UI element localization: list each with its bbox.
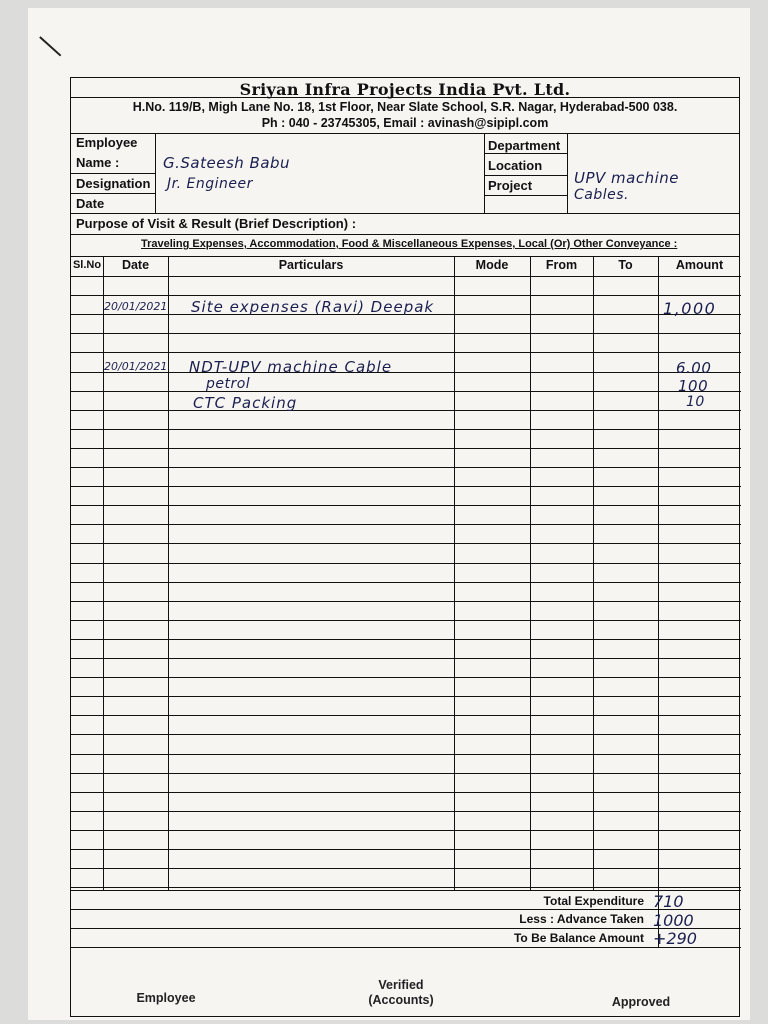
grid-line [71,868,741,869]
grid-line [71,582,741,583]
grid-line [71,811,741,812]
grid-line [71,658,741,659]
grid-line [71,677,741,678]
grid-line [71,715,741,716]
grid-line [71,391,741,392]
advance-taken-label: Less : Advance Taken [519,912,644,926]
entry-date[interactable]: 20/01/2021 [104,300,168,313]
grid-line [71,543,741,544]
grid-line [71,890,741,891]
accounts-label: (Accounts) [368,993,434,1007]
grid-line [71,486,741,487]
entry-amount[interactable]: 6.00 [676,359,712,377]
grid-line [658,256,659,947]
location-label: Location [488,158,543,173]
grid-line [71,429,741,430]
grid-line [71,448,741,449]
verified-label: Verified [378,978,424,992]
col-slno: Sl.No [72,259,102,271]
col-to: To [618,258,633,272]
grid-line [593,256,594,890]
grid-line [71,601,741,602]
col-amount: Amount [675,258,724,272]
grid-line [103,256,104,890]
grid-line [168,256,169,890]
entry-particulars[interactable]: Site expenses (Ravi) Deepak [191,298,435,316]
company-name: Sriyan Infra Projects India Pvt. Ltd. [239,80,571,99]
entry-particulars[interactable]: NDT-UPV machine Cable [189,358,393,376]
col-date: Date [121,258,150,272]
col-particulars: Particulars [278,258,344,272]
col-mode: Mode [475,258,509,272]
entry-date[interactable]: 20/01/2021 [104,360,168,373]
grid-line [71,505,741,506]
grid-line [71,333,741,334]
entry-amount[interactable]: 10 [686,394,705,410]
grid-line [71,524,741,525]
grid-line [71,947,741,948]
grid-line [71,792,741,793]
grid-line [71,754,741,755]
designation-label: Designation [76,176,151,191]
designation-value[interactable]: Jr. Engineer [167,176,253,192]
grid-line [71,887,741,888]
entry-amount[interactable]: 1,000 [663,299,717,318]
col-from: From [545,258,578,272]
department-label: Department [488,138,561,153]
total-expenditure-value[interactable]: 710 [653,892,684,911]
date-label: Date [76,196,105,211]
grid-line [71,773,741,774]
company-address: H.No. 119/B, Migh Lane No. 18, 1st Floor, Near Slate School, S.R. Nagar, Hyderabad-500 038. [132,100,678,114]
grid-line [71,410,741,411]
grid-line [71,467,741,468]
grid-line [71,909,741,910]
employee-signature-label: Employee [136,991,196,1005]
grid-line [71,352,741,353]
advance-taken-value[interactable]: 1000 [653,911,694,930]
grid-line [71,372,741,373]
grid-line [71,295,741,296]
project-value-line1[interactable]: UPV machine [574,169,680,187]
expense-heading: Traveling Expenses, Accommodation, Food & Miscellaneous Expenses, Local (Or) Other Conveyance : [141,238,678,250]
purpose-label: Purpose of Visit & Result (Brief Description) : [76,216,357,231]
name-label: Name : [76,155,120,170]
grid-line [71,696,741,697]
grid-line [71,276,741,277]
company-contact: Ph : 040 - 23745305, Email : avinash@sipipl.com [261,116,549,130]
grid-line [71,734,741,735]
entry-particulars[interactable]: petrol [206,376,251,392]
grid-line [71,563,741,564]
expense-form [70,77,740,1017]
grid-line [71,620,741,621]
entry-particulars[interactable]: CTC Packing [193,394,298,412]
grid-line [71,928,741,929]
project-label: Project [488,178,533,193]
project-value-line2[interactable]: Cables. [574,187,629,203]
approved-label: Approved [611,995,671,1009]
balance-amount-value[interactable]: +290 [653,929,697,948]
total-expenditure-label: Total Expenditure [543,894,644,908]
grid-line [454,256,455,890]
employee-name-value[interactable]: G.Sateesh Babu [163,154,291,172]
grid-line [71,639,741,640]
grid-line [530,256,531,890]
entry-amount[interactable]: 100 [678,377,709,395]
balance-amount-label: To Be Balance Amount [513,931,644,945]
grid-line [71,830,741,831]
grid-line [71,849,741,850]
employee-label: Employee [76,135,138,150]
